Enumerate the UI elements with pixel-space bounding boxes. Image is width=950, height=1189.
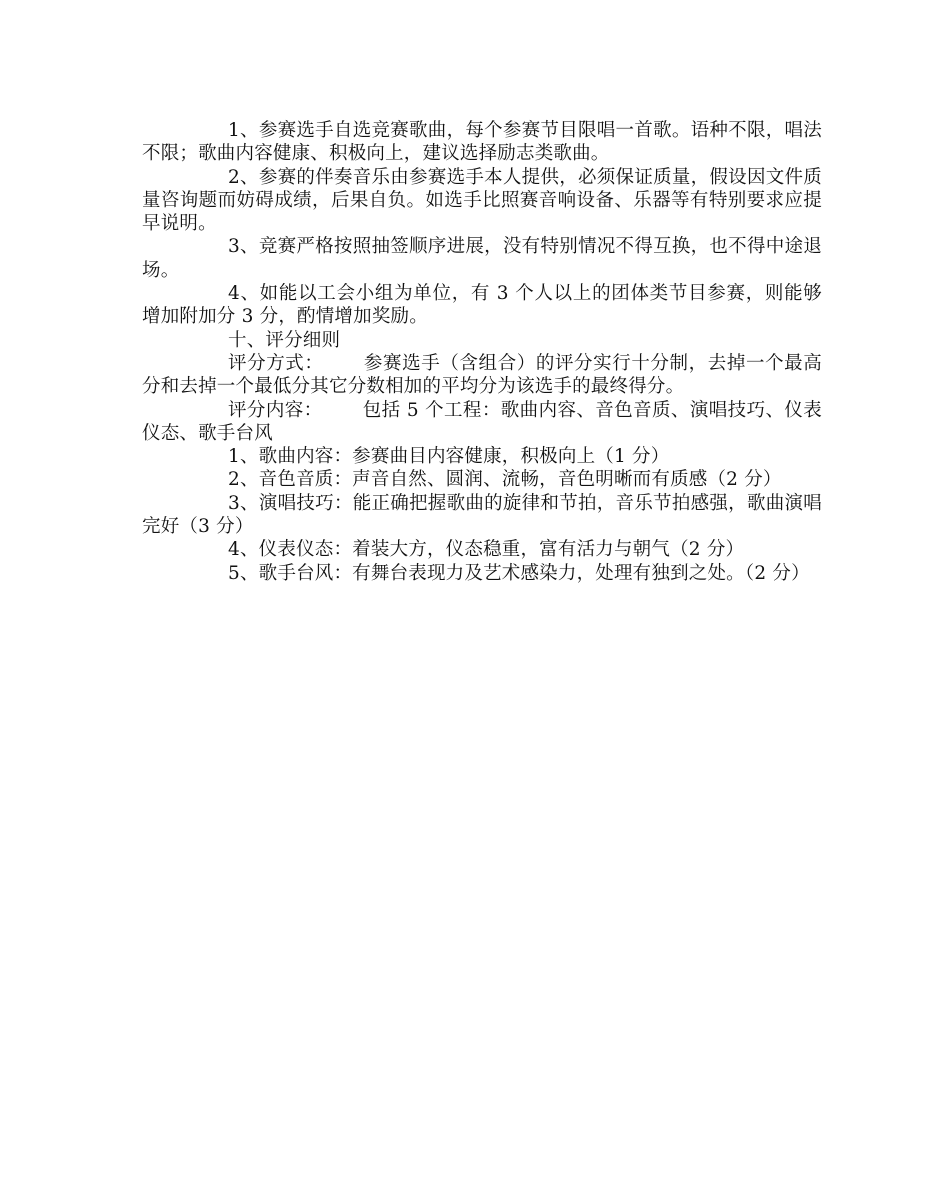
criterion-paragraph-4: 4、仪表仪态：着装大方，仪态稳重，富有活力与朝气（2 分） bbox=[228, 539, 745, 561]
scoring-method-text: 参赛选手（含组合）的评分实行十分制，去掉一个最高分和去掉一个最低分其它分数相加的平均分为该选手的最终得分。 bbox=[142, 352, 822, 398]
criterion-paragraph-3: 3、演唱技巧：能正确把握歌曲的旋律和节拍，音乐节拍感强，歌曲演唱完好（3 分） bbox=[142, 492, 822, 538]
rule-paragraph-2: 2、参赛的伴奏音乐由参赛选手本人提供，必须保证质量，假设因文件质量咨询题而妨碍成绩，后果自负。如选手比照赛音响设备、乐器等有特别要求应提早说明。 bbox=[142, 166, 822, 235]
criterion-paragraph-2: 2、音色音质：声音自然、圆润、流畅，音色明晰而有质感（2 分） bbox=[228, 469, 782, 491]
document-page bbox=[142, 119, 822, 585]
rule-paragraph-3: 3、竞赛严格按照抽签顺序进展，没有特别情况不得互换，也不得中途退场。 bbox=[142, 236, 822, 281]
section-heading-scoring: 十、评分细则 bbox=[228, 329, 341, 351]
criterion-paragraph-5: 5、歌手台风：有舞台表现力及艺术感染力，处理有独到之处。（2 分） bbox=[228, 562, 810, 584]
scoring-content-label: 评分内容： bbox=[228, 399, 323, 421]
scoring-content-paragraph bbox=[142, 399, 822, 446]
scoring-method-paragraph bbox=[142, 352, 822, 399]
scoring-content-text: 包括 5 个工程：歌曲内容、音色音质、演唱技巧、仪表仪态、歌手台风 bbox=[142, 399, 822, 444]
criterion-paragraph-1: 1、歌曲内容：参赛曲目内容健康，积极向上（1 分） bbox=[228, 446, 670, 468]
rule-paragraph-1: 1、参赛选手自选竞赛歌曲，每个参赛节目限唱一首歌。语种不限，唱法不限；歌曲内容健康、积极向上，建议选择励志类歌曲。 bbox=[142, 120, 822, 165]
rule-paragraph-4: 4、如能以工会小组为单位，有 3 个人以上的团体类节目参赛，则能够增加附加分 3 分，酌情增加奖励。 bbox=[142, 283, 822, 328]
scoring-method-label: 评分方式： bbox=[228, 352, 324, 374]
